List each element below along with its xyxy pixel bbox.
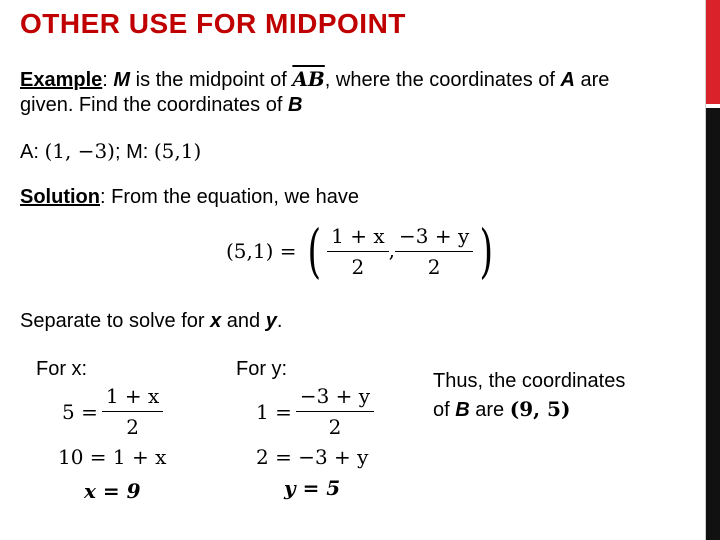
equation-fraction-1 (327, 224, 388, 279)
given-a-label: A: (20, 141, 45, 163)
for-x-fraction (102, 384, 163, 439)
example-text-1: is the midpoint of (130, 69, 293, 91)
given-a-coords: (1, −3) (44, 139, 115, 163)
equation-den-2: 2 (427, 254, 441, 279)
for-x-eq1 (62, 384, 163, 439)
sidebar-accent-black (706, 108, 720, 540)
solution-text: : From the equation, we have (99, 186, 360, 208)
equation-fraction-2 (395, 224, 473, 279)
example-text-3: are (574, 69, 610, 91)
var-y: y (265, 310, 277, 332)
for-y-fraction (296, 384, 374, 439)
for-x-result: x = 9 (84, 479, 141, 503)
for-y-eq2: 2 = −3 + y (256, 445, 369, 469)
for-y-eq1 (256, 384, 374, 439)
midpoint-equation (226, 217, 498, 285)
conclusion-are: are (469, 399, 510, 421)
for-y-label: For y: (236, 358, 288, 380)
for-y-eq1-lhs: 1 = (256, 399, 292, 424)
right-paren: ) (479, 217, 494, 285)
for-y-num: −3 + y (299, 384, 371, 408)
equation-num-1: 1 + x (331, 223, 385, 248)
for-x-den: 2 (126, 415, 139, 439)
example-line-1 (20, 66, 609, 93)
given-m-coords: (5,1) (153, 139, 202, 163)
given-sep: ; M: (114, 141, 154, 163)
sidebar-accent-red (706, 0, 720, 104)
conclusion-line-2 (433, 396, 570, 423)
example-text-2: , where the coordinates of (324, 69, 561, 91)
equation-comma: , (388, 238, 396, 262)
for-x-num: 1 + x (105, 384, 160, 408)
example-line-2 (20, 92, 302, 118)
example-text-4: given. Find the coordinates of (20, 94, 288, 116)
equation-lhs: (5,1) = (226, 239, 297, 263)
separate-and: and (221, 310, 266, 332)
conclusion-of: of (433, 399, 456, 421)
for-x-label: For x: (36, 358, 88, 380)
equation-num-2: −3 + y (399, 223, 470, 248)
conclusion-point-b: B (455, 399, 470, 421)
point-b: B (287, 94, 303, 116)
var-x: x (210, 310, 222, 332)
solution-label: Solution (20, 186, 100, 208)
given-line (20, 138, 201, 165)
conclusion-coords: (9, 5) (509, 397, 571, 421)
point-a: A (560, 69, 575, 91)
example-colon: : (102, 69, 108, 91)
segment-ab: $\overline{AB}$ (292, 67, 325, 91)
solution-line (20, 184, 359, 210)
separate-line (20, 308, 282, 334)
point-m: M (113, 69, 131, 91)
example-label: Example (20, 69, 103, 91)
left-paren: ( (307, 217, 321, 285)
separate-period: . (276, 310, 283, 332)
for-y-result: y = 5 (284, 476, 341, 500)
equation-den-1: 2 (351, 254, 365, 279)
for-x-eq2: 10 = 1 + x (58, 445, 167, 469)
separate-text-1: Separate to solve for (20, 310, 211, 332)
for-x-eq1-lhs: 5 = (62, 399, 98, 424)
for-y-den: 2 (328, 415, 342, 439)
conclusion-line-1: Thus, the coordinates (433, 370, 626, 392)
page-title: OTHER USE FOR MIDPOINT (20, 8, 406, 39)
